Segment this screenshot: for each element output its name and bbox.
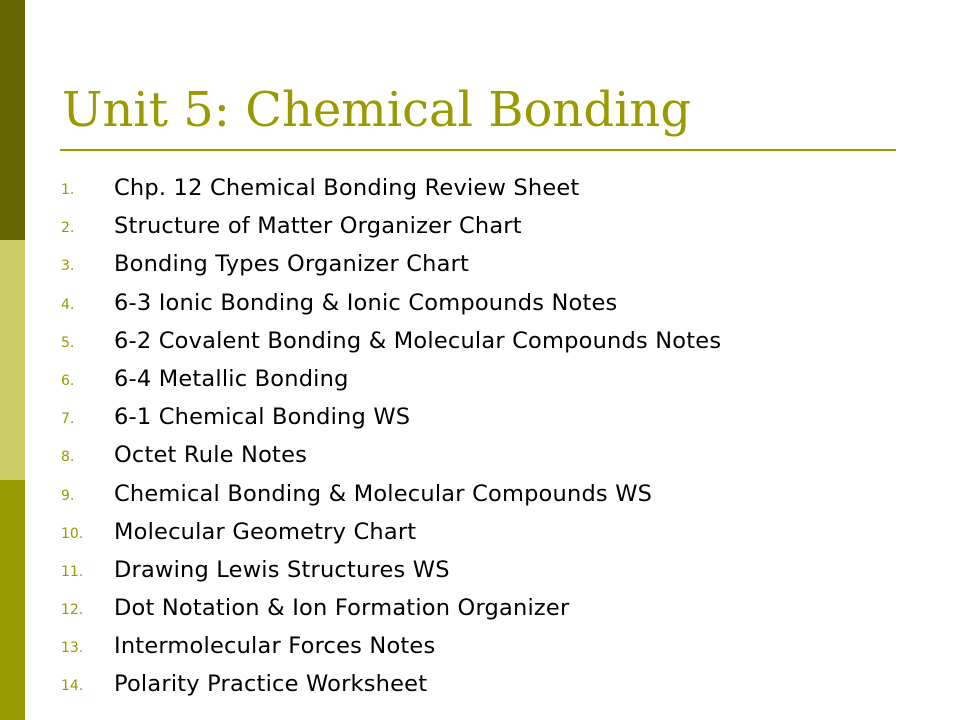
list-item-text: Molecular Geometry Chart xyxy=(114,518,417,545)
list-item-text: 6-1 Chemical Bonding WS xyxy=(114,404,411,431)
slide-title: Unit 5: Chemical Bonding xyxy=(62,82,692,138)
list-item-number: 2. xyxy=(61,220,75,237)
list-item-number: 10. xyxy=(61,525,84,542)
list-item-text: Polarity Practice Worksheet xyxy=(114,671,428,698)
list-item-number: 3. xyxy=(61,258,75,275)
title-underline-rule xyxy=(60,149,896,151)
list-item-text: Octet Rule Notes xyxy=(114,442,308,469)
list-item-text: Drawing Lewis Structures WS xyxy=(114,556,450,583)
list-item-text: 6-4 Metallic Bonding xyxy=(114,365,349,392)
side-bar-dark-segment xyxy=(0,0,25,240)
list-item-number: 7. xyxy=(61,411,75,428)
side-bar-light-segment xyxy=(0,240,25,480)
list-item-number: 11. xyxy=(61,563,84,580)
list-item-text: Intermolecular Forces Notes xyxy=(114,633,436,660)
list-item-number: 8. xyxy=(61,449,75,466)
list-item-number: 5. xyxy=(61,334,75,351)
list-item-number: 9. xyxy=(61,487,75,504)
list-item-number: 13. xyxy=(61,640,84,657)
list-item-text: Structure of Matter Organizer Chart xyxy=(114,213,522,240)
list-item-number: 14. xyxy=(61,678,84,695)
side-bar-olive-segment xyxy=(0,480,25,720)
list-item-text: Chp. 12 Chemical Bonding Review Sheet xyxy=(114,175,580,201)
list-item-text: Bonding Types Organizer Chart xyxy=(114,251,470,278)
list-item-text: Dot Notation & Ion Formation Organizer xyxy=(114,595,570,622)
list-item-number: 12. xyxy=(61,602,84,619)
list-item-number: 6. xyxy=(61,372,75,389)
list-item-number: 4. xyxy=(61,296,75,313)
list-item-text: 6-2 Covalent Bonding & Molecular Compounds Notes xyxy=(114,327,722,354)
list-item-number: 1. xyxy=(61,182,75,198)
list-item-text: Chemical Bonding & Molecular Compounds WS xyxy=(114,480,653,507)
list-item-text: 6-3 Ionic Bonding & Ionic Compounds Notes xyxy=(114,289,618,316)
